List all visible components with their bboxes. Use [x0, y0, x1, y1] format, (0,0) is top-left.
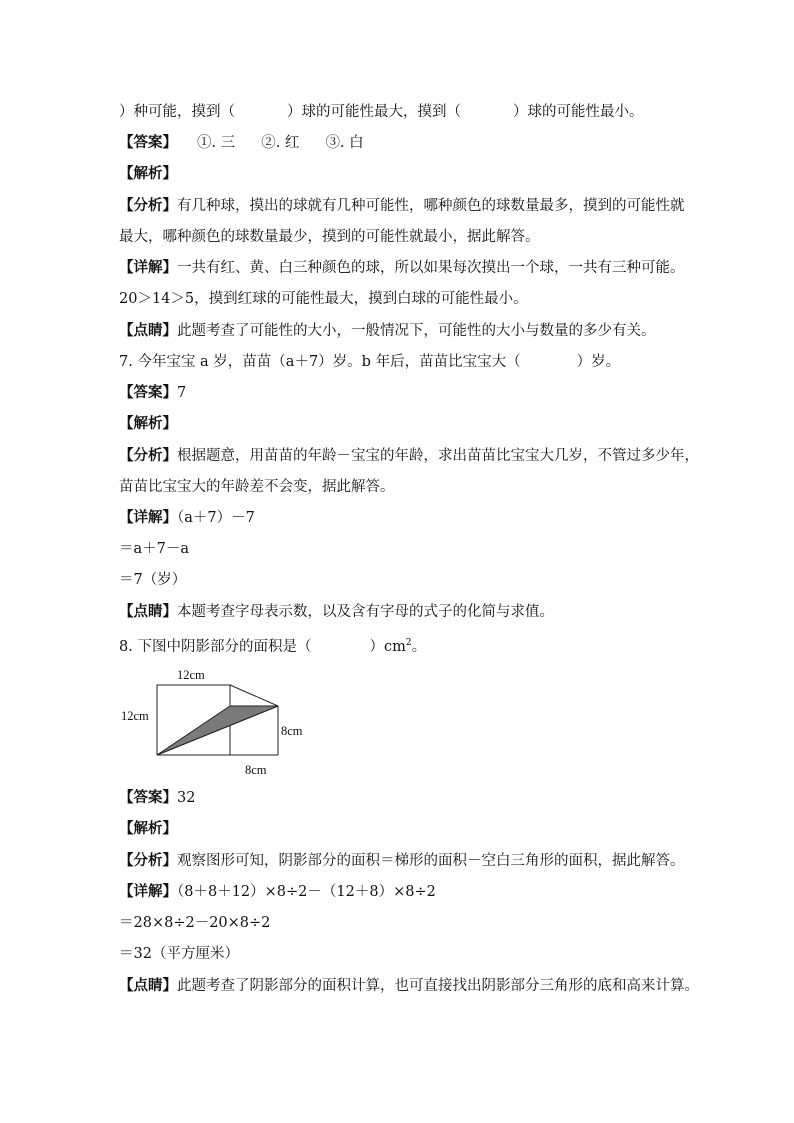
q7-analysis-line-2: [119, 477, 395, 497]
q8-comment-tag: 【点睛】: [119, 977, 177, 994]
q6-question-part3: ）球的可能性最小。: [513, 104, 644, 120]
q6-question-part2: ）球的可能性最大，摸到（: [287, 104, 461, 120]
shaded-triangle: [157, 706, 278, 755]
q6-explain-line: [119, 164, 177, 184]
q8-detail-text-1: （8＋8＋12）×8÷2－（12＋8）×8÷2: [177, 884, 436, 900]
q6-detail-text-2: 20＞14＞5，摸到红球的可能性最大，摸到白球的可能性最小。: [119, 291, 528, 307]
q6-detail-line-2: [119, 289, 528, 309]
q7-detail-line-2: [119, 539, 189, 559]
q6-detail-line-1: [119, 258, 685, 278]
q8-comment-text: 此题考查了阴影部分的面积计算，也可直接找出阴影部分三角形的底和高来计算。: [177, 978, 699, 994]
q8-analysis-text: 观察图形可知，阴影部分的面积＝梯形的面积－空白三角形的面积，据此解答。: [177, 853, 685, 869]
q7-comment-line: [119, 602, 554, 622]
q7-comment-tag: 【点睛】: [119, 603, 177, 620]
q8-detail-line-1: [119, 882, 436, 902]
q8-explain-tag: 【解析】: [119, 820, 177, 837]
q7-explain-line: [119, 414, 177, 434]
label-right: 8cm: [281, 724, 303, 738]
q8-figure-svg: [119, 664, 319, 782]
q6-answer-3: ③. 白: [325, 135, 364, 151]
q6-analysis-line-1: [119, 196, 685, 216]
q6-explain-tag: 【解析】: [119, 165, 177, 182]
q8-explain-line: [119, 819, 177, 839]
q7-question-part2: ）岁。: [576, 354, 621, 370]
q7-detail-text-1: （a＋7）－7: [177, 510, 255, 526]
q7-answer: 7: [177, 385, 187, 401]
q7-answer-line: [119, 383, 186, 403]
q7-analysis-tag: 【分析】: [119, 447, 177, 464]
q8-comment-line: [119, 976, 699, 996]
q8-question-sup: 2: [405, 638, 412, 648]
q8-detail-line-3: [119, 944, 239, 964]
q7-detail-text-2: ＝a＋7－a: [119, 541, 190, 557]
q6-comment-text: 此题考查了可能性的大小，一般情况下，可能性的大小与数量的多少有关。: [177, 323, 656, 339]
q8-question-part1: 8. 下图中阴影部分的面积是（: [119, 639, 312, 655]
q6-question-line: [119, 102, 644, 122]
q6-detail-text-1: 一共有红、黄、白三种颜色的球，所以如果每次摸出一个球，一共有三种可能。: [177, 260, 685, 276]
q7-detail-text-3: ＝7（岁）: [119, 572, 187, 588]
q8-detail-text-3: ＝32（平方厘米）: [119, 946, 239, 962]
label-top: 12cm: [177, 668, 205, 682]
q7-question-part1: 7. 今年宝宝 a 岁，苗苗（a＋7）岁。b 年后，苗苗比宝宝大（: [119, 354, 521, 370]
q8-detail-line-2: [119, 913, 270, 933]
q6-analysis-tag: 【分析】: [119, 197, 177, 214]
slanted-top-edge: [230, 685, 278, 706]
q7-detail-line-3: [119, 570, 186, 590]
q8-detail-tag: 【详解】: [119, 883, 177, 900]
q6-comment-line: [119, 321, 656, 341]
q8-analysis-line: [119, 851, 685, 871]
q7-detail-line-1: [119, 508, 255, 528]
q6-answer-line: [119, 133, 364, 153]
q8-analysis-tag: 【分析】: [119, 852, 177, 869]
q6-answer-tag: 【答案】: [119, 134, 177, 151]
q7-comment-text: 本题考查字母表示数，以及含有字母的式子的化简与求值。: [177, 604, 554, 620]
q7-explain-tag: 【解析】: [119, 415, 177, 432]
q8-answer-line: [119, 788, 195, 808]
q7-analysis-line-1: [119, 446, 699, 466]
q8-geometry-figure: [119, 664, 319, 782]
q8-detail-text-2: ＝28×8÷2－20×8÷2: [119, 915, 271, 931]
q7-detail-tag: 【详解】: [119, 509, 177, 526]
q6-analysis-text-2: 最大，哪种颜色的球数量最少，摸到的可能性就最小，据此解答。: [119, 229, 540, 245]
q6-analysis-text-1: 有几种球，摸出的球就有几种可能性，哪种颜色的球数量最多，摸到的可能性就: [177, 198, 685, 214]
q6-comment-tag: 【点睛】: [119, 322, 177, 339]
q6-analysis-line-2: [119, 227, 540, 247]
q8-question-part2: ）cm: [369, 639, 406, 655]
q7-answer-tag: 【答案】: [119, 384, 177, 401]
q6-answer-2: ②. 红: [261, 135, 300, 151]
label-left: 12cm: [121, 709, 149, 723]
q6-answer-1: ①. 三: [197, 135, 236, 151]
label-bottom: 8cm: [245, 763, 267, 777]
q6-detail-tag: 【详解】: [119, 259, 177, 276]
q8-answer-tag: 【答案】: [119, 789, 177, 806]
q7-analysis-text-1: 根据题意，用苗苗的年龄－宝宝的年龄，求出苗苗比宝宝大几岁，不管过多少年，: [177, 448, 699, 464]
q8-question-part3: 。: [411, 639, 427, 655]
q6-question-part1: ）种可能，摸到（: [119, 104, 235, 120]
q7-analysis-text-2: 苗苗比宝宝大的年龄差不会变，据此解答。: [119, 479, 395, 495]
q8-answer: 32: [177, 790, 196, 806]
q8-question-line: [119, 633, 426, 653]
q7-question-line: [119, 352, 620, 372]
